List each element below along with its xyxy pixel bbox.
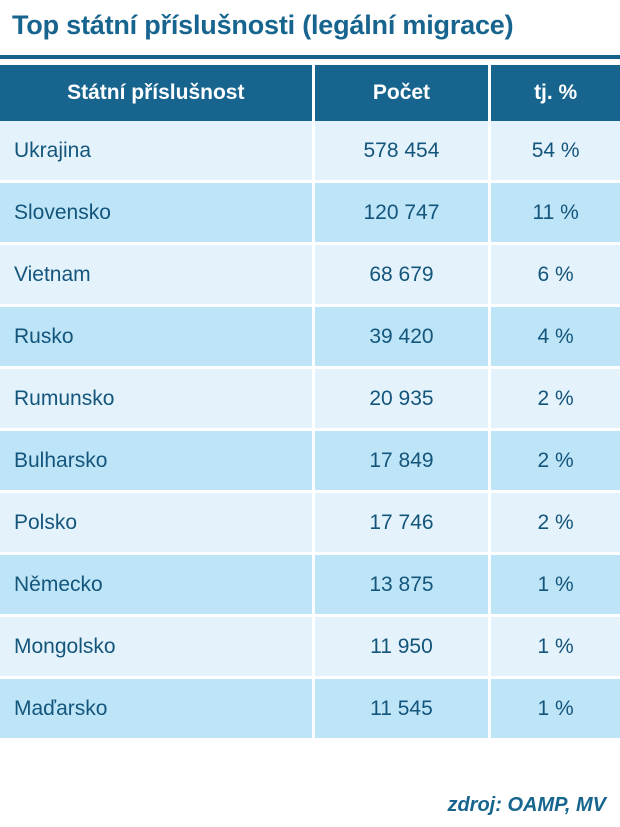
page-title: Top státní příslušnosti (legální migrace) <box>12 10 514 40</box>
table-row <box>0 554 620 616</box>
cell-percent: 11 % <box>490 182 620 244</box>
table-row <box>0 678 620 739</box>
table-row <box>0 492 620 554</box>
cell-percent: 6 % <box>490 244 620 306</box>
table-row <box>0 368 620 430</box>
cell-percent: 54 % <box>490 121 620 182</box>
table-row <box>0 430 620 492</box>
cell-count: 11 545 <box>313 678 490 739</box>
cell-percent: 2 % <box>490 492 620 554</box>
cell-count: 120 747 <box>313 182 490 244</box>
cell-percent: 2 % <box>490 368 620 430</box>
cell-country: Vietnam <box>0 244 313 306</box>
column-header-count: Počet <box>313 65 490 121</box>
nationality-table <box>0 65 620 738</box>
cell-country: Slovensko <box>0 182 313 244</box>
column-header-percent: tj. % <box>490 65 620 121</box>
cell-count: 11 950 <box>313 616 490 678</box>
title-divider <box>0 55 620 59</box>
cell-country: Rusko <box>0 306 313 368</box>
cell-count: 13 875 <box>313 554 490 616</box>
table-row <box>0 616 620 678</box>
cell-country: Německo <box>0 554 313 616</box>
cell-count: 17 849 <box>313 430 490 492</box>
cell-count: 578 454 <box>313 121 490 182</box>
cell-country: Maďarsko <box>0 678 313 739</box>
cell-country: Bulharsko <box>0 430 313 492</box>
cell-count: 20 935 <box>313 368 490 430</box>
cell-percent: 1 % <box>490 616 620 678</box>
cell-country: Mongolsko <box>0 616 313 678</box>
cell-percent: 1 % <box>490 554 620 616</box>
table-row <box>0 306 620 368</box>
cell-count: 68 679 <box>313 244 490 306</box>
cell-country: Rumunsko <box>0 368 313 430</box>
bottom-spacer <box>0 738 620 764</box>
cell-percent: 4 % <box>490 306 620 368</box>
cell-country: Ukrajina <box>0 121 313 182</box>
column-header-country: Státní příslušnost <box>0 65 313 121</box>
cell-percent: 1 % <box>490 678 620 739</box>
cell-count: 17 746 <box>313 492 490 554</box>
cell-percent: 2 % <box>490 430 620 492</box>
table-body <box>0 121 620 738</box>
table-header-row <box>0 65 620 121</box>
table-row <box>0 182 620 244</box>
source-note: zdroj: OAMP, MV <box>447 794 606 816</box>
table-row <box>0 121 620 182</box>
cell-count: 39 420 <box>313 306 490 368</box>
table-header <box>0 65 620 121</box>
table-row <box>0 244 620 306</box>
cell-country: Polsko <box>0 492 313 554</box>
